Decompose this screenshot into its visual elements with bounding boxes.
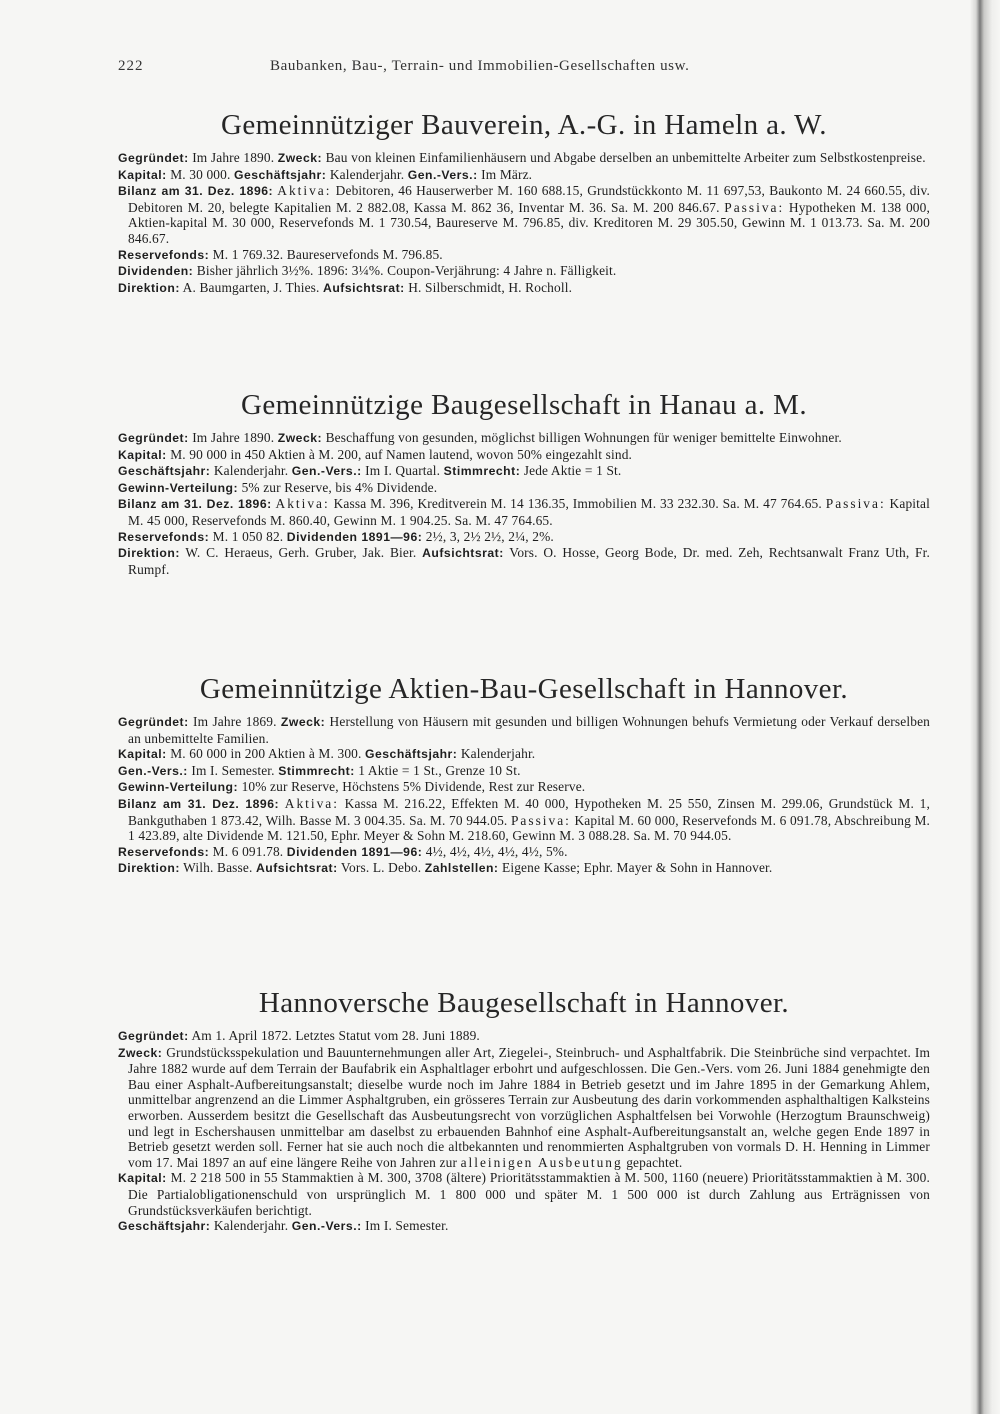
fiscal-year-value: Kalenderjahr. — [213, 1218, 289, 1234]
capital-label: Kapital: — [118, 167, 167, 182]
fiscal-year-label: Geschäftsjahr: — [118, 464, 211, 479]
reserve-label: Reservefonds: — [118, 529, 210, 544]
reserve-line — [118, 844, 930, 861]
fiscal-year-label: Geschäftsjahr: — [365, 747, 458, 762]
fiscal-year-value: Kalenderjahr. — [329, 166, 405, 182]
capital-line — [118, 447, 930, 464]
purpose-label: Zweck: — [277, 151, 323, 165]
supervisory-board-value: Vors. L. Debo. — [340, 860, 422, 876]
dividend-label: Dividenden 1891—96: — [286, 529, 423, 544]
management-line — [118, 860, 930, 877]
assets-label: Aktiva: — [284, 795, 339, 811]
general-meeting-value: Im März. — [481, 166, 533, 182]
capital-line — [118, 167, 930, 184]
company-entry-hannoversche — [118, 986, 930, 1235]
company-entry-hameln — [118, 108, 930, 296]
supervisory-board-value: H. Silberschmidt, H. Rocholl. — [408, 279, 573, 295]
fiscal-year-value: Kalenderjahr. — [213, 463, 289, 479]
liabilities-label: Passiva: — [724, 199, 785, 215]
capital-label: Kapital: — [118, 447, 167, 462]
fiscal-year-label: Geschäftsjahr: — [233, 167, 327, 182]
page-edge-shadow — [970, 0, 1000, 1414]
assets-value: Debitoren, 46 Hauserwerber M. 160 688.15, Grundstückkonto M. 11 697,53, Baukonto M. 24 660.55, div. Debitoren M. 20, belegte Kapitalien M. 2 882.08, Kassa M. 862 36, Inventar M. 36. Sa. M. 200 846.67. — [128, 183, 930, 215]
company-title: Gemeinnützige Aktien-Bau-Gesellschaft in Hannover. — [199, 673, 849, 705]
profit-distribution-line — [118, 779, 930, 796]
company-title: Gemeinnütziger Bauverein, A.-G. in Hameln a. W. — [221, 109, 827, 141]
liabilities-value: Hypotheken M. 138 000, Aktien-kapital M. 30 000, Reservefonds M. 1 730.54, Baureserve M. 796.85, div. Kreditoren M. 29 305.50, Gewinn M. 1 013.73. Sa. M. 200 846.67. — [128, 199, 930, 246]
reserve-line — [118, 247, 930, 264]
assets-label: Aktiva: — [275, 496, 330, 512]
capital-value: M. 90 000 in 450 Aktien à M. 200, auf Namen lautend, wovon 50% eingezahlt sind. — [170, 446, 633, 462]
general-meeting-value: Im I. Quartal. — [365, 463, 441, 479]
founded-line — [118, 150, 930, 167]
running-title: Baubanken, Bau-, Terrain- und Immobilien-Gesellschaften usw. — [270, 58, 690, 74]
dividend-value: 4½, 4½, 4½, 4½, 4½, 5%. — [425, 843, 568, 859]
voting-right-label: Stimmrecht: — [278, 763, 355, 778]
assets-value: Kassa M. 396, Kreditverein M. 14 136.35, Immobilien M. 33 232.30. Sa. M. 47 764.65. — [333, 496, 822, 512]
balance-label: Bilanz am 31. Dez. 1896: — [118, 184, 274, 199]
profit-distribution-label: Gewinn-Verteilung: — [118, 480, 239, 495]
reserve-value: M. 1 769.32. Baureservefonds M. 796.85. — [212, 246, 443, 262]
founded-value: Im Jahre 1890. — [192, 430, 275, 445]
founded-label: Gegründet: — [118, 151, 189, 165]
general-meeting-label: Gen.-Vers.: — [291, 464, 362, 479]
company-entry-hanau — [118, 388, 930, 577]
balance-label: Bilanz am 31. Dez. 1896: — [118, 497, 272, 512]
assets-label: Aktiva: — [277, 183, 332, 199]
purpose-value: Herstellung von Häusern mit gesunden und billigen Wohnungen behufs Vermietung oder Verkauf derselben an unbemittelte Familien. — [128, 714, 931, 746]
balance-line — [118, 796, 930, 844]
founded-line — [118, 1028, 930, 1045]
purpose-label: Zweck: — [277, 431, 323, 445]
purpose-emphasis: alleinigen Ausbeutung — [460, 1154, 623, 1170]
dividend-label: Dividenden 1891—96: — [286, 844, 423, 859]
capital-line — [118, 746, 930, 763]
page-number: 222 — [118, 58, 144, 74]
founded-value: Im Jahre 1869. — [192, 714, 277, 729]
book-page — [118, 58, 931, 1234]
management-value: Wilh. Basse. — [183, 860, 253, 876]
capital-line — [118, 1170, 930, 1218]
dividend-line — [118, 263, 930, 280]
purpose-label: Zweck: — [118, 1045, 163, 1060]
company-title: Hannoversche Baugesellschaft in Hannover. — [258, 987, 790, 1019]
founded-line — [118, 430, 930, 447]
general-meeting-label: Gen.-Vers.: — [291, 1219, 362, 1234]
supervisory-board-label: Aufsichtsrat: — [255, 861, 338, 876]
liabilities-label: Passiva: — [510, 812, 571, 828]
profit-distribution-value: 10% zur Reserve, Höchstens 5% Dividende, Rest zur Reserve. — [241, 779, 586, 795]
purpose-value: Bau von kleinen Einfamilienhäusern und Abgabe derselben an unbemittelte Arbeiter zum Selbstkostenpreise. — [325, 150, 926, 165]
purpose-value-end: gepachtet. — [626, 1154, 683, 1170]
capital-value: M. 60 000 in 200 Aktien à M. 300. — [170, 746, 362, 762]
purpose-value: Grundstücksspekulation und Bauunternehmungen aller Art, Ziegelei-, Steinbruch- und Asphaltfabrik. Die Steinbrüche sind verpachtet. Im Jahre 1882 wurde auf dem Terrain der Baufabrik ein Asphaltlager erbohrt und aufgeschlossen. Die Gen.-Vers. vom 26. Juni 1884 genehmigte den Bau einer Asphalt-Aufbereitungsanstalt; dieselbe wurde noch im Jahre 1884 in Betrieb gesetzt und im Jahre 1895 in der Gemarkung Ahlem, unmittelbar angrenzend an die Limmer Asphaltgruben, ein grösseres Terrain zur Ausbeutung des darin vorkommenden asphalthaltigen Kalksteins erworben. Ausserdem besitzt die Gesellschaft das Ausbeutungsrecht von vorzüglichen Asphaltfelsen bei Vorwohle (Herzogtum Braunschweig) und legt in Eschershausen unmittelbar am daselbst zu erbauenden Bahnhof eine Asphalt-Aufbereitungsanstalt an, welche gegen Ende 1897 in Betrieb gesetzt werden soll. Ferner hat sie auch noch die altbekannten und renommierten Asphaltgruben von vormals D. H. Henning in Limmer vom 17. Mai 1897 an auf eine längere Reihe von Jahren zur — [128, 1044, 931, 1170]
liabilities-label: Passiva: — [825, 496, 886, 512]
company-title: Gemeinnützige Baugesellschaft in Hanau a. M. — [240, 389, 807, 421]
reserve-value: M. 6 091.78. — [212, 843, 284, 859]
management-label: Direktion: — [118, 861, 180, 876]
purpose-value: Beschaffung von gesunden, möglichst billigen Wohnungen für weniger bemittelte Einwohner. — [325, 430, 842, 445]
capital-value: M. 2 218 500 in 55 Stammaktien à M. 300, 3708 (ältere) Prioritätsstammaktien à M. 500, 1160 (neuere) Prioritätsstammaktien à M. 300. Die Partialobligationenschuld von ursprünglich M. 1 800 000 und später M. 1 500 000 ist durch Zahlung aus Erträgnissen von Grundstücksverkäufen berichtigt. — [128, 1170, 931, 1218]
founded-label: Gegründet: — [118, 431, 189, 445]
capital-value: M. 30 000. — [170, 166, 231, 182]
reserve-line — [118, 529, 930, 546]
general-meeting-label: Gen.-Vers.: — [118, 763, 188, 778]
founded-line — [118, 714, 930, 746]
voting-right-value: Jede Aktie = 1 St. — [523, 463, 622, 479]
voting-right-label: Stimmrecht: — [443, 464, 521, 479]
paying-agents-label: Zahlstellen: — [424, 861, 499, 876]
management-line — [118, 545, 930, 577]
general-meeting-value: Im I. Semester. — [365, 1218, 449, 1234]
dividend-value: Bisher jährlich 3½%. 1896: 3¼%. Coupon-Verjährung: 4 Jahre n. Fälligkeit. — [196, 263, 617, 279]
entry-body — [118, 150, 930, 296]
purpose-label: Zweck: — [280, 715, 326, 729]
reserve-label: Reservefonds: — [118, 844, 210, 859]
liabilities-value: Kapital M. 45 000, Reservefonds M. 860.40, Gewinn M. 1 904.25. Sa. M. 47 764.65. — [128, 496, 930, 528]
company-entry-hannover-aktien — [118, 672, 930, 877]
founded-value: Im Jahre 1890. — [192, 150, 275, 165]
management-value: A. Baumgarten, J. Thies. — [182, 279, 320, 295]
profit-distribution-line — [118, 480, 930, 497]
reserve-label: Reservefonds: — [118, 247, 210, 262]
purpose-line — [118, 1045, 930, 1171]
management-line — [118, 280, 930, 297]
supervisory-board-label: Aufsichtsrat: — [323, 280, 405, 295]
fiscal-line — [118, 463, 930, 480]
capital-label: Kapital: — [118, 747, 167, 762]
entry-body — [118, 430, 930, 577]
liabilities-value: Kapital M. 60 000, Reservefonds M. 6 091.78, Abschreibung M. 1 423.89, alte Dividende M. 121.50, Ephr. Meyer & Sohn M. 218.60, Gewinn M. 3 088.28. Sa. M. 70 944.05. — [128, 812, 931, 844]
dividend-value: 2½, 3, 2½ 2½, 2¼, 2%. — [425, 528, 554, 544]
management-value: W. C. Heraeus, Gerh. Gruber, Jak. Bier. — [185, 545, 417, 561]
founded-label: Gegründet: — [118, 715, 189, 729]
dividend-label: Dividenden: — [118, 264, 194, 279]
voting-right-value: 1 Aktie = 1 St., Grenze 10 St. — [358, 762, 521, 778]
meeting-line — [118, 763, 930, 780]
balance-line — [118, 183, 930, 246]
founded-value: Am 1. April 1872. Letztes Statut vom 28. Juni 1889. — [191, 1028, 480, 1043]
general-meeting-label: Gen.-Vers.: — [407, 167, 478, 182]
assets-value: Kassa M. 216.22, Effekten M. 40 000, Hypotheken M. 25 550, Zinsen M. 299.06, Grundstück M. 1, Bankguthaben 1 873.42, Wilh. Basse M. 3 004.35. Sa. M. 70 944.05. — [128, 795, 931, 828]
entry-body — [118, 1028, 930, 1235]
profit-distribution-value: 5% zur Reserve, bis 4% Dividende. — [241, 479, 438, 495]
running-head — [118, 58, 930, 84]
entry-body — [118, 714, 930, 877]
supervisory-board-label: Aufsichtsrat: — [422, 546, 504, 561]
paying-agents-value: Eigene Kasse; Ephr. Mayer & Sohn in Hannover. — [502, 860, 773, 876]
supervisory-board-value: Vors. O. Hosse, Georg Bode, Dr. med. Zeh, Rechtsanwalt Franz Uth, Fr. Rumpf. — [128, 545, 930, 577]
capital-label: Kapital: — [118, 1171, 167, 1186]
fiscal-line — [118, 1218, 930, 1235]
founded-label: Gegründet: — [118, 1029, 189, 1043]
general-meeting-value: Im I. Semester. — [191, 762, 275, 778]
management-label: Direktion: — [118, 546, 180, 561]
balance-label: Bilanz am 31. Dez. 1896: — [118, 796, 280, 811]
fiscal-year-value: Kalenderjahr. — [460, 746, 536, 762]
profit-distribution-label: Gewinn-Verteilung: — [118, 780, 239, 795]
balance-line — [118, 496, 930, 528]
reserve-value: M. 1 050 82. — [212, 528, 284, 544]
fiscal-year-label: Geschäftsjahr: — [118, 1219, 211, 1234]
management-label: Direktion: — [118, 280, 180, 295]
